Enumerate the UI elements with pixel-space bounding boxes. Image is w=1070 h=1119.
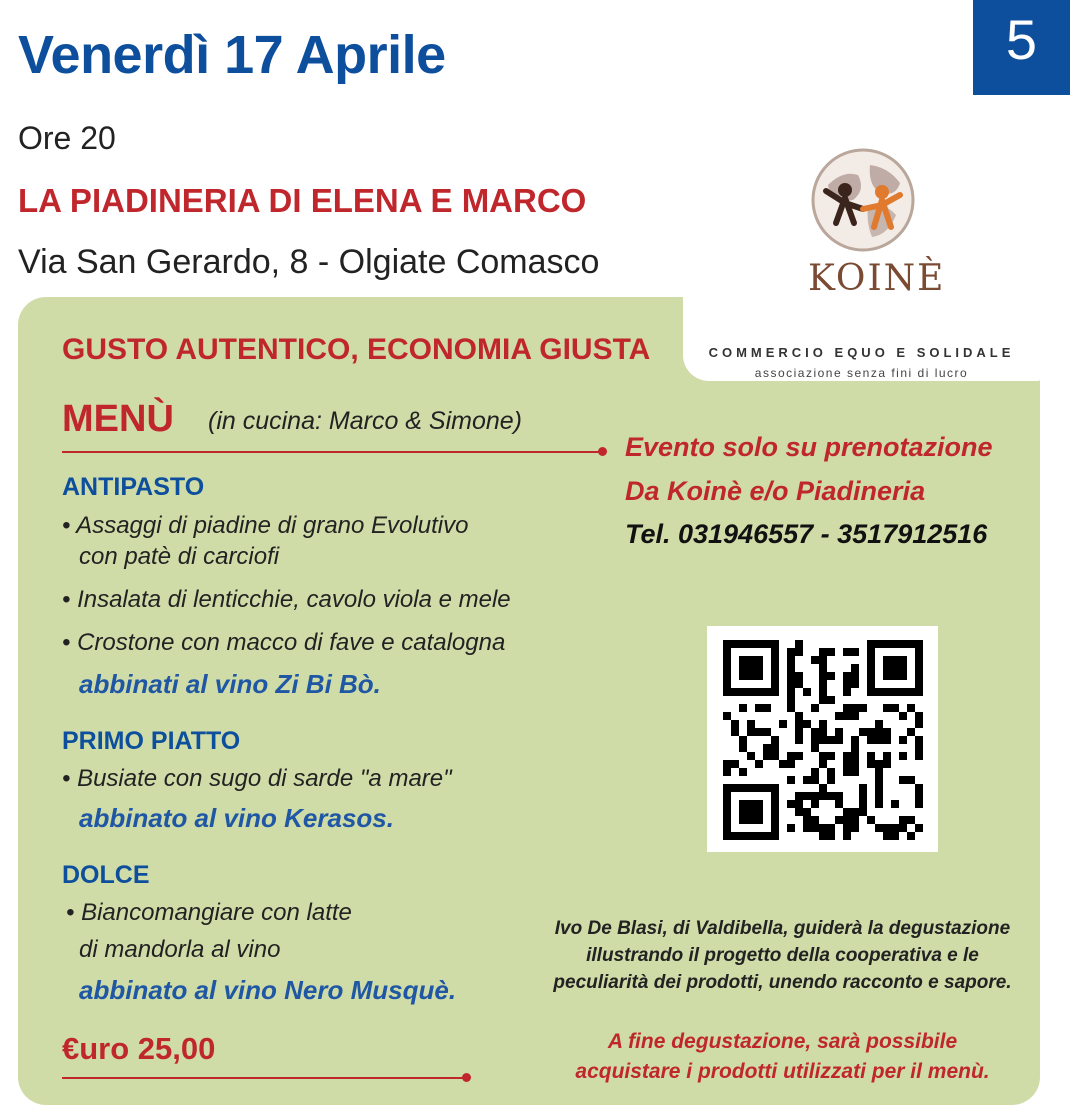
section-antipasto: ANTIPASTO [62, 473, 205, 501]
guide-line: peculiarità dei prodotti, unendo racconto e sapore. [553, 972, 1012, 993]
venue-address: Via San Gerardo, 8 - Olgiate Comasco [18, 243, 600, 281]
section-dolce: DOLCE [62, 861, 150, 889]
price-divider [62, 1077, 466, 1079]
menu-item: • Assaggi di piadine di grano Evolutivo [62, 512, 469, 539]
booking-contact: Da Koinè e/o Piadineria [625, 476, 926, 506]
logo-subtagline: associazione senza fini di lucro [754, 366, 969, 380]
logo-tagline: COMMERCIO EQUO E SOLIDALE [708, 345, 1015, 360]
menu-divider [62, 451, 602, 453]
purchase-text [530, 1027, 1035, 1087]
event-tagline: GUSTO AUTENTICO, ECONOMIA GIUSTA [62, 333, 651, 366]
wine-pairing: abbinato al vino Kerasos. [79, 803, 394, 833]
purchase-line: A fine degustazione, sarà possibile [607, 1030, 958, 1053]
divider-dot [598, 447, 607, 456]
event-time: Ore 20 [18, 120, 116, 156]
booking-note: Evento solo su prenotazione [625, 432, 993, 462]
menu-subtitle: (in cucina: Marco & Simone) [208, 407, 523, 435]
guide-line: Ivo De Blasi, di Valdibella, guiderà la degustazione [554, 918, 1011, 939]
page-title: Venerdì 17 Aprile [18, 25, 446, 85]
price: €uro 25,00 [62, 1031, 216, 1066]
purchase-line: acquistare i prodotti utilizzati per il menù. [575, 1060, 990, 1083]
wine-pairing: abbinati al vino Zi Bi Bò. [79, 669, 381, 699]
guide-line: illustrando il progetto della cooperativa e le [586, 945, 979, 966]
booking-phone: Tel. 031946557 - 3517912516 [625, 519, 988, 549]
menu-title: MENÙ [62, 398, 174, 440]
qr-code-icon [707, 626, 938, 852]
koine-wordmark: KOINÈ [808, 258, 946, 299]
menu-item: • Biancomangiare con latte [66, 899, 352, 926]
menu-item: di mandorla al vino [79, 936, 281, 963]
menu-item: con patè di carciofi [79, 543, 280, 570]
menu-item: • Crostone con macco di fave e catalogna [62, 629, 506, 656]
page-number-badge: 5 [973, 0, 1070, 95]
menu-item: • Busiate con sugo di sarde "a mare" [62, 765, 452, 792]
menu-item: • Insalata di lenticchie, cavolo viola e mele [62, 586, 511, 613]
section-primo: PRIMO PIATTO [62, 727, 241, 755]
globe-people-icon [808, 145, 918, 255]
wine-pairing: abbinato al vino Nero Musquè. [79, 975, 457, 1005]
qr-code[interactable] [707, 626, 938, 852]
venue-name: LA PIADINERIA DI ELENA E MARCO [18, 182, 587, 219]
divider-dot [462, 1073, 471, 1082]
guide-text [530, 915, 1035, 996]
